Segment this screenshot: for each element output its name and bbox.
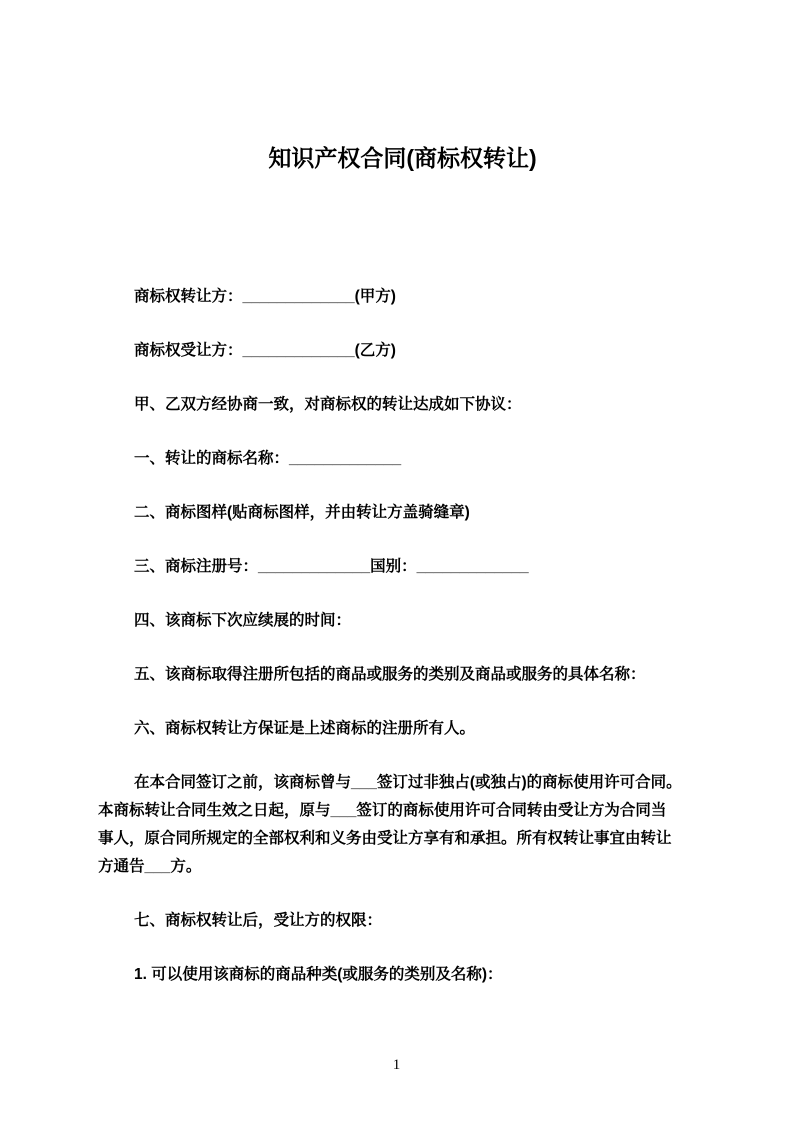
paragraph-line: 方通告___方。: [98, 858, 202, 875]
clause-3-registration-number: 三、商标注册号：_____________国别：_____________: [134, 558, 529, 575]
clause-6-ownership-guarantee: 六、商标权转让方保证是上述商标的注册所有人。: [134, 720, 476, 737]
paragraph-line: 本商标转让合同生效之日起，原与___签订的商标使用许可合同转由受让方为合同当: [98, 802, 667, 819]
clause-4-renewal-time: 四、该商标下次应续展的时间：: [134, 612, 352, 629]
paragraph-line: 在本合同签订之前，该商标曾与___签订过非独占(或独占)的商标使用许可合同。: [134, 774, 682, 791]
field-line-assignee: 商标权受让方：_____________(乙方): [134, 342, 396, 359]
field-line-assignor: 商标权转让方：_____________(甲方): [134, 288, 396, 305]
preamble-line: 甲、乙双方经协商一致，对商标权的转让达成如下协议：: [134, 396, 522, 413]
clause-1-trademark-name: 一、转让的商标名称：_____________: [134, 450, 402, 467]
license-history-paragraph: [98, 769, 707, 881]
page-number: 1: [392, 1057, 401, 1073]
paragraph-line: 事人，原合同所规定的全部权利和义务由受让方享有和承担。所有权转让事宜由转让: [98, 830, 672, 847]
document-title: 知识产权合同(商标权转让): [268, 145, 537, 171]
clause-2-trademark-image: 二、商标图样(贴商标图样，并由转让方盖骑缝章): [134, 504, 470, 521]
clause-7-item-1: 1. 可以使用该商标的商品种类(或服务的类别及名称)：: [134, 966, 503, 983]
clause-7-assignee-rights: 七、商标权转让后，受让方的权限：: [134, 912, 383, 929]
clause-5-goods-services: 五、该商标取得注册所包括的商品或服务的类别及商品或服务的具体名称：: [134, 666, 646, 683]
